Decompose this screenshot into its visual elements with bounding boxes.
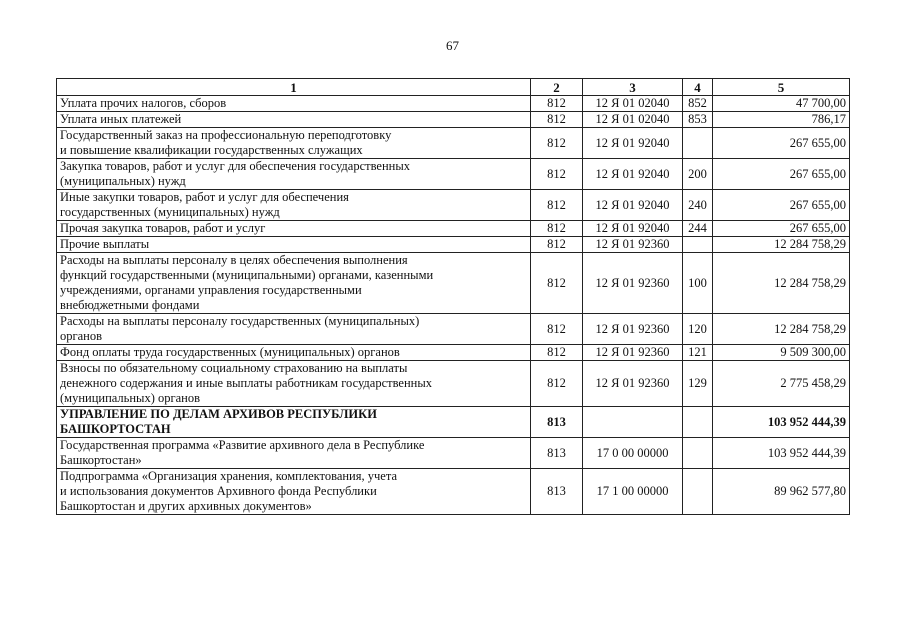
row-col2: 813 xyxy=(531,438,583,469)
row-col2: 812 xyxy=(531,96,583,112)
row-col3: 12 Я 01 92040 xyxy=(583,190,683,221)
row-name: Государственный заказ на профессиональную переподготовку и повышение квалификации государственных служащих xyxy=(57,128,531,159)
row-col4: 121 xyxy=(683,345,713,361)
table-row xyxy=(57,469,850,515)
row-col5: 47 700,00 xyxy=(713,96,850,112)
table-row xyxy=(57,128,850,159)
table-row xyxy=(57,112,850,128)
row-col4: 852 xyxy=(683,96,713,112)
row-col5: 267 655,00 xyxy=(713,221,850,237)
row-col2: 812 xyxy=(531,190,583,221)
row-col5: 12 284 758,29 xyxy=(713,237,850,253)
row-col4: 129 xyxy=(683,361,713,407)
row-col3: 12 Я 01 92360 xyxy=(583,345,683,361)
row-col4 xyxy=(683,407,713,438)
row-col5: 267 655,00 xyxy=(713,190,850,221)
row-col2: 812 xyxy=(531,253,583,314)
header-col-3: 3 xyxy=(583,79,683,96)
header-col-5: 5 xyxy=(713,79,850,96)
row-name: Взносы по обязательному социальному страхованию на выплаты денежного содержания и иные выплаты работникам государственных (муниципальных) органов xyxy=(57,361,531,407)
row-col5: 103 952 444,39 xyxy=(713,407,850,438)
table-header-row xyxy=(57,79,850,96)
row-col2: 812 xyxy=(531,112,583,128)
row-name: Закупка товаров, работ и услуг для обеспечения государственных (муниципальных) нужд xyxy=(57,159,531,190)
row-col3: 12 Я 01 92360 xyxy=(583,361,683,407)
row-col2: 812 xyxy=(531,221,583,237)
table-row xyxy=(57,361,850,407)
header-col-4: 4 xyxy=(683,79,713,96)
row-name: Государственная программа «Развитие архивного дела в Республике Башкортостан» xyxy=(57,438,531,469)
row-name: Подпрограмма «Организация хранения, комплектования, учета и использования документов Архивного фонда Республики Башкортостан и других архивных документов» xyxy=(57,469,531,515)
row-col3: 17 1 00 00000 xyxy=(583,469,683,515)
table-body xyxy=(57,96,850,515)
table-row xyxy=(57,237,850,253)
table-row xyxy=(57,314,850,345)
row-col5: 103 952 444,39 xyxy=(713,438,850,469)
row-col3: 12 Я 01 92040 xyxy=(583,159,683,190)
row-name: УПРАВЛЕНИЕ ПО ДЕЛАМ АРХИВОВ РЕСПУБЛИКИ БАШКОРТОСТАН xyxy=(57,407,531,438)
row-name: Прочая закупка товаров, работ и услуг xyxy=(57,221,531,237)
budget-table xyxy=(56,78,850,515)
row-col4: 853 xyxy=(683,112,713,128)
row-col2: 813 xyxy=(531,407,583,438)
row-col5: 12 284 758,29 xyxy=(713,253,850,314)
row-col4: 100 xyxy=(683,253,713,314)
row-col2: 812 xyxy=(531,314,583,345)
row-col3: 12 Я 01 02040 xyxy=(583,112,683,128)
table-row xyxy=(57,407,850,438)
row-col4: 244 xyxy=(683,221,713,237)
row-col5: 9 509 300,00 xyxy=(713,345,850,361)
row-col2: 812 xyxy=(531,237,583,253)
row-col5: 267 655,00 xyxy=(713,128,850,159)
row-name: Уплата прочих налогов, сборов xyxy=(57,96,531,112)
row-col3: 12 Я 01 92360 xyxy=(583,253,683,314)
row-col3: 17 0 00 00000 xyxy=(583,438,683,469)
row-col4 xyxy=(683,237,713,253)
row-name: Иные закупки товаров, работ и услуг для обеспечения государственных (муниципальных) нужд xyxy=(57,190,531,221)
row-col4 xyxy=(683,438,713,469)
table-row xyxy=(57,190,850,221)
table-row xyxy=(57,345,850,361)
row-col2: 813 xyxy=(531,469,583,515)
row-name: Уплата иных платежей xyxy=(57,112,531,128)
table-row xyxy=(57,253,850,314)
row-name: Фонд оплаты труда государственных (муниципальных) органов xyxy=(57,345,531,361)
row-col5: 12 284 758,29 xyxy=(713,314,850,345)
row-name: Расходы на выплаты персоналу в целях обеспечения выполнения функций государственными (муниципальными) органами, казенными учреждениями, органами управления государственными внебюджетными фондами xyxy=(57,253,531,314)
row-col3: 12 Я 01 92040 xyxy=(583,221,683,237)
table-row xyxy=(57,438,850,469)
row-col3: 12 Я 01 02040 xyxy=(583,96,683,112)
row-name: Прочие выплаты xyxy=(57,237,531,253)
row-col3: 12 Я 01 92360 xyxy=(583,237,683,253)
row-col2: 812 xyxy=(531,128,583,159)
row-col4: 200 xyxy=(683,159,713,190)
row-col2: 812 xyxy=(531,361,583,407)
row-col5: 786,17 xyxy=(713,112,850,128)
row-col4: 120 xyxy=(683,314,713,345)
row-col4 xyxy=(683,128,713,159)
row-col4: 240 xyxy=(683,190,713,221)
table-row xyxy=(57,159,850,190)
row-col4 xyxy=(683,469,713,515)
table-row xyxy=(57,96,850,112)
row-col2: 812 xyxy=(531,345,583,361)
page-number: 67 xyxy=(446,38,459,53)
table-row xyxy=(57,221,850,237)
row-col5: 2 775 458,29 xyxy=(713,361,850,407)
header-col-1: 1 xyxy=(57,79,531,96)
row-col5: 89 962 577,80 xyxy=(713,469,850,515)
row-col3 xyxy=(583,407,683,438)
row-col5: 267 655,00 xyxy=(713,159,850,190)
row-name: Расходы на выплаты персоналу государственных (муниципальных) органов xyxy=(57,314,531,345)
row-col3: 12 Я 01 92040 xyxy=(583,128,683,159)
row-col3: 12 Я 01 92360 xyxy=(583,314,683,345)
header-col-2: 2 xyxy=(531,79,583,96)
row-col2: 812 xyxy=(531,159,583,190)
